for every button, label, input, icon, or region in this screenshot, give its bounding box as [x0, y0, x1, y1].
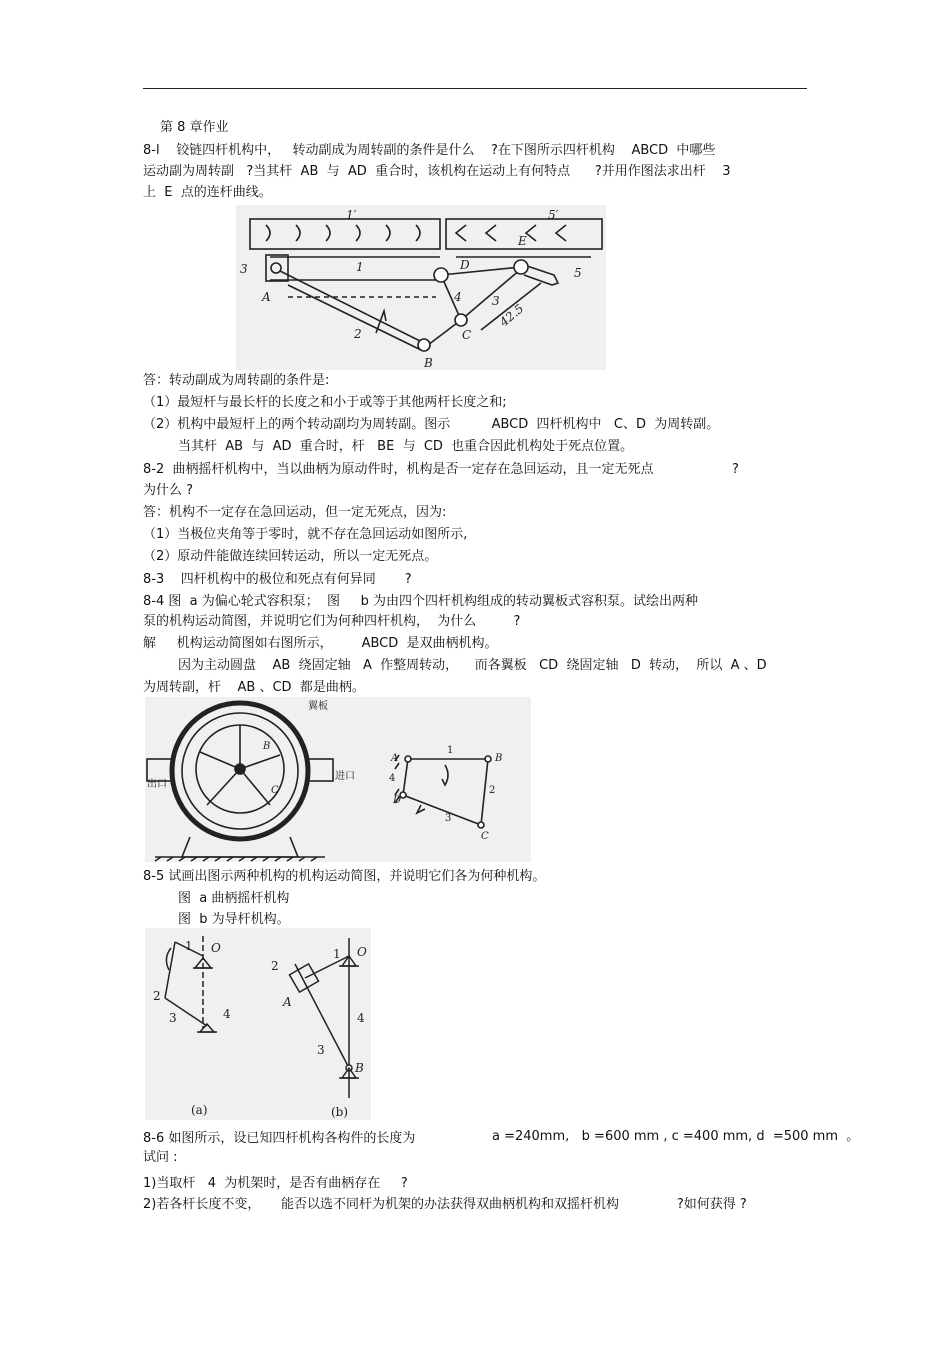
fig81-label-C: C — [462, 328, 472, 342]
fig85-caption-b: (b) — [331, 1105, 349, 1119]
fig84-label-outlet: 出口 — [147, 779, 167, 790]
fig84-label-pump-B: B — [263, 741, 271, 752]
fig85a-label-2: 2 — [153, 989, 161, 1003]
fig84-label-2: 2 — [489, 785, 496, 796]
fig85a-label-1: 1 — [185, 939, 193, 953]
fig81-label-B: B — [424, 356, 433, 370]
question-8-4-line2: 泵的机构运动简图，并说明它们为何种四杆机构， 为什么 ? — [143, 614, 521, 629]
question-8-2-line2: 为什么 ? — [143, 483, 194, 498]
fig85a-label-3: 3 — [169, 1011, 177, 1025]
question-8-6-line1: 8-6 如图所示，设已知四杆机构各构件的长度为 — [143, 1131, 416, 1146]
answer-8-1-line1: 答：转动副成为周转副的条件是: — [143, 373, 330, 388]
fig85a-label-4: 4 — [223, 1007, 231, 1021]
fig81-label-3b: 3 — [492, 294, 500, 308]
fig81-label-4: 4 — [454, 290, 462, 304]
answer-8-1-line4: 当其杆 AB 与 AD 重合时，杆 BE 与 CD 也重合因此机构处于死点位置。 — [178, 439, 634, 454]
fig85b-label-2: 2 — [271, 959, 279, 973]
fig84-label-4: 4 — [389, 773, 396, 784]
fig81-label-E: E — [518, 234, 527, 248]
answer-8-2-line3: （2）原动件能做连续回转运动，所以一定无死点。 — [143, 549, 438, 564]
question-8-3: 8-3 四杆机构中的极位和死点有何异同 ? — [143, 572, 412, 587]
fig85b-label-B: B — [355, 1061, 364, 1075]
fig84-label-1: 1 — [447, 745, 454, 756]
fig81-label-1prime: 1′ — [346, 208, 357, 222]
figure-8-1-mechanism — [236, 205, 606, 370]
answer-8-4-line2: 因为主动圆盘 AB 绕固定轴 A 作整周转动， 而各翼板 CD 绕固定轴 D 转动， 所以 A 、D — [178, 658, 767, 673]
fig84-label-wing: 翼板 — [308, 701, 328, 712]
fig85-caption-a: (a) — [191, 1103, 208, 1117]
fig85b-label-1: 1 — [333, 947, 341, 961]
fig84-label-B: B — [495, 753, 503, 764]
question-8-5-line1: 8-5 试画出图示两种机构的机构运动简图，并说明它们各为何种机构。 — [143, 869, 546, 884]
answer-8-2-line1: 答：机构不一定存在急回运动，但一定无死点，因为: — [143, 505, 447, 520]
fig84-label-C: C — [481, 831, 489, 842]
fig85b-label-O: O — [357, 945, 367, 959]
question-8-4-line1: 8-4 图 a 为偏心轮式容积泵； 图 b 为由四个四杆机构组成的转动翼板式容积泵。试绘出两种 — [143, 594, 699, 609]
answer-8-4-line3: 为周转副，杆 AB 、CD 都是曲柄。 — [143, 680, 365, 695]
fig81-label-42-5: 42.5 — [496, 301, 527, 330]
question-8-6-item2: 2)若各杆长度不变， 能否以选不同杆为机架的办法获得双曲柄机构和双摇杆机构 ?如何获得 ? — [143, 1197, 747, 1212]
header-rule — [143, 88, 807, 89]
fig81-label-D: D — [460, 258, 470, 272]
question-8-2-line1: 8-2 曲柄摇杆机构中，当以曲柄为原动件时，机构是否一定存在急回运动，且一定无死点 ? — [143, 462, 739, 477]
question-8-6-item1: 1)当取杆 4 为机架时，是否有曲柄存在 ? — [143, 1176, 408, 1191]
fig81-label-A: A — [262, 290, 271, 304]
answer-8-1-line3: （2）机构中最短杆上的两个转动副均为周转副。图示 ABCD 四杆机构中 C、D 为周转副。 — [143, 417, 720, 432]
answer-8-1-line2: （1）最短杆与最长杆的长度之和小于或等于其他两杆长度之和; — [143, 395, 507, 410]
fig85a-label-O: O — [211, 941, 221, 955]
fig81-label-1: 1 — [356, 260, 364, 274]
question-8-5-line3: 图 b 为导杆机构。 — [178, 912, 290, 927]
fig81-label-5: 5 — [574, 266, 582, 280]
fig84-label-pump-C: C — [271, 785, 279, 796]
fig81-label-5prime: 5′ — [548, 208, 559, 222]
question-8-1-line3: 上 E 点的连杆曲线。 — [143, 185, 272, 200]
question-8-1-line2: 运动副为周转副 ?当其杆 AB 与 AD 重合时，该机构在运动上有何特点 ?并用作图法求出杆 3 — [143, 164, 731, 179]
answer-8-2-line2: （1）当极位夹角等于零时，就不存在急回运动如图所示, — [143, 527, 468, 542]
fig85b-label-3: 3 — [317, 1043, 325, 1057]
fig81-label-3: 3 — [240, 262, 248, 276]
fig81-label-2: 2 — [354, 327, 362, 341]
answer-8-4-line1: 解 机构运动简图如右图所示， ABCD 是双曲柄机构。 — [143, 636, 498, 651]
question-8-6-line2: 试问 : — [143, 1150, 178, 1165]
question-8-1-line1: 8-l 铰链四杆机构中， 转动副成为周转副的条件是什么 ?在下图所示四杆机构 ABCD 中哪些 — [143, 143, 716, 158]
fig84-label-A: A — [391, 753, 399, 764]
figure-8-4-pump — [145, 697, 531, 862]
fig84-label-inlet: 进口 — [335, 771, 355, 782]
fig84-label-D: D — [393, 795, 402, 806]
question-8-6-formula: a =240mm, b =600 mm , c =400 mm, d =500 mm 。 — [492, 1129, 860, 1144]
chapter-title: 第 8 章作业 — [160, 120, 229, 135]
question-8-5-line2: 图 a 曲柄摇杆机构 — [178, 891, 290, 906]
figure-8-5-mechanisms — [145, 928, 371, 1120]
fig85b-label-A: A — [283, 995, 292, 1009]
fig85b-label-4: 4 — [357, 1011, 365, 1025]
fig84-label-3: 3 — [445, 813, 452, 824]
